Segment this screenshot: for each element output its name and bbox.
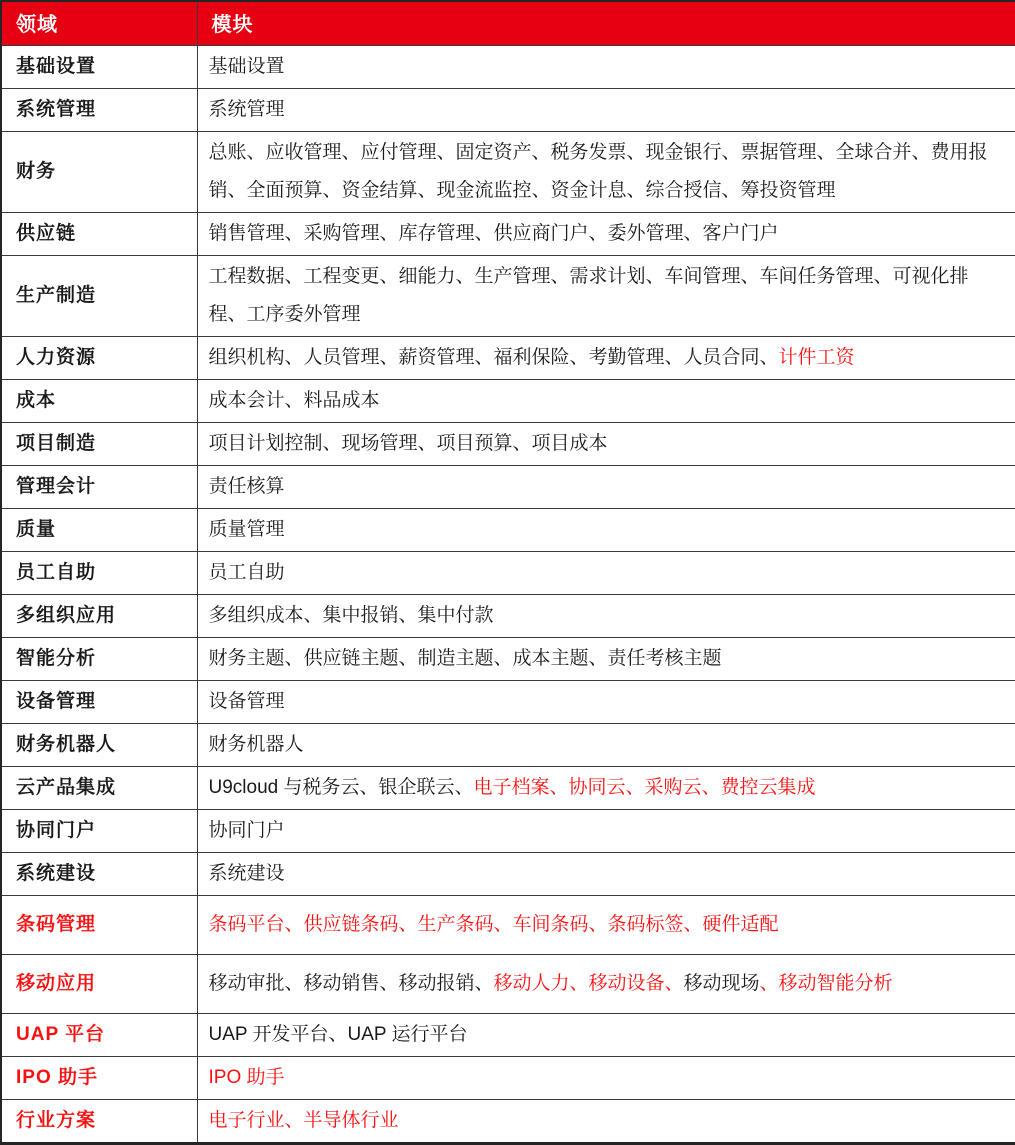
module-segment: 条码平台、供应链条码、生产条码、车间条码、条码标签、硬件适配: [208, 914, 779, 935]
domain-cell: 多组织应用: [1, 595, 197, 638]
modules-cell: [197, 896, 1015, 955]
module-segment: 责任核算: [208, 476, 285, 497]
domain-cell: 智能分析: [1, 638, 197, 681]
header-row: [1, 1, 1015, 46]
domain-cell: 行业方案: [1, 1100, 197, 1144]
domain-cell: 协同门户: [1, 810, 197, 853]
modules-cell: [197, 853, 1015, 896]
module-segment: 财务主题、供应链主题、制造主题、成本主题、责任考核主题: [208, 648, 722, 669]
modules-cell: [197, 380, 1015, 423]
module-segment: 总账、应收管理、应付管理、固定资产、税务发票、现金银行、票据管理、全球合并、费用报销、全面预算、资金结算、现金流监控、资金计息、综合授信、筹投资管理: [208, 142, 988, 201]
table-row: [1, 638, 1015, 681]
modules-cell: [197, 46, 1015, 89]
module-segment: IPO 助手: [208, 1067, 285, 1088]
domain-cell: 生产制造: [1, 256, 197, 337]
table-row: [1, 423, 1015, 466]
domain-cell: 系统管理: [1, 89, 197, 132]
table-row: [1, 1100, 1015, 1144]
modules-cell: [197, 1100, 1015, 1144]
table-row: [1, 466, 1015, 509]
module-segment: U9cloud 与税务云、银企联云、: [208, 777, 474, 798]
modules-cell: [197, 638, 1015, 681]
module-segment: 协同门户: [208, 820, 285, 841]
table-row: [1, 1014, 1015, 1057]
modules-cell: [197, 1057, 1015, 1100]
module-segment: 质量管理: [208, 519, 285, 540]
module-segment: 电子档案、协同云、采购云、费控云集成: [473, 777, 816, 798]
domain-cell: 供应链: [1, 213, 197, 256]
table-row: [1, 681, 1015, 724]
modules-cell: [197, 337, 1015, 380]
modules-cell: [197, 767, 1015, 810]
table-row: [1, 46, 1015, 89]
table-row: [1, 337, 1015, 380]
modules-cell: [197, 681, 1015, 724]
module-segment: 系统建设: [208, 863, 285, 884]
table-body: [1, 46, 1015, 1144]
domain-cell: IPO 助手: [1, 1057, 197, 1100]
domain-cell: 成本: [1, 380, 197, 423]
module-segment: 移动审批、移动销售、移动报销、: [208, 973, 494, 994]
table-row: [1, 509, 1015, 552]
modules-cell: [197, 810, 1015, 853]
domain-cell: 基础设置: [1, 46, 197, 89]
domain-cell: 财务机器人: [1, 724, 197, 767]
module-segment: 电子行业、半导体行业: [208, 1110, 399, 1131]
module-segment: 组织机构、人员管理、薪资管理、福利保险、考勤管理、人员合同、: [208, 347, 779, 368]
domain-cell: 员工自助: [1, 552, 197, 595]
module-segment: UAP 开发平台、UAP 运行平台: [208, 1024, 468, 1045]
module-segment: 员工自助: [208, 562, 285, 583]
modules-cell: [197, 423, 1015, 466]
domain-cell: 条码管理: [1, 896, 197, 955]
module-segment: 移动人力、移动设备、: [493, 973, 684, 994]
table-row: [1, 1057, 1015, 1100]
modules-cell: [197, 466, 1015, 509]
modules-cell: [197, 256, 1015, 337]
module-segment: 基础设置: [208, 56, 285, 77]
module-segment: 工程数据、工程变更、细能力、生产管理、需求计划、车间管理、车间任务管理、可视化排程、工序委外管理: [208, 266, 969, 325]
module-segment: 计件工资: [778, 347, 855, 368]
domain-cell: 人力资源: [1, 337, 197, 380]
modules-cell: [197, 509, 1015, 552]
table-row: [1, 380, 1015, 423]
table-row: [1, 213, 1015, 256]
module-segment: 销售管理、采购管理、库存管理、供应商门户、委外管理、客户门户: [208, 223, 779, 244]
modules-cell: [197, 595, 1015, 638]
modules-cell: [197, 89, 1015, 132]
table-row: [1, 810, 1015, 853]
domain-cell: 管理会计: [1, 466, 197, 509]
table-row: [1, 595, 1015, 638]
table-row: [1, 132, 1015, 213]
domain-cell: 移动应用: [1, 955, 197, 1014]
domain-cell: 云产品集成: [1, 767, 197, 810]
table-row: [1, 256, 1015, 337]
table-row: [1, 955, 1015, 1014]
module-segment: 设备管理: [208, 691, 285, 712]
module-segment: 项目计划控制、现场管理、项目预算、项目成本: [208, 433, 608, 454]
module-segment: 财务机器人: [208, 734, 304, 755]
module-segment: 移动现场: [683, 973, 760, 994]
table-row: [1, 853, 1015, 896]
modules-cell: [197, 213, 1015, 256]
header-cell-domain: 领域: [1, 1, 197, 46]
domain-cell: 质量: [1, 509, 197, 552]
domain-cell: 财务: [1, 132, 197, 213]
module-segment: 、移动智能分析: [759, 973, 893, 994]
table-row: [1, 552, 1015, 595]
modules-cell: [197, 552, 1015, 595]
domain-cell: 项目制造: [1, 423, 197, 466]
module-segment: 系统管理: [208, 99, 285, 120]
domain-cell: UAP 平台: [1, 1014, 197, 1057]
domain-cell: 设备管理: [1, 681, 197, 724]
table-row: [1, 89, 1015, 132]
module-segment: 成本会计、料品成本: [208, 390, 380, 411]
table-row: [1, 724, 1015, 767]
table-row: [1, 767, 1015, 810]
domain-cell: 系统建设: [1, 853, 197, 896]
header-cell-modules: 模块: [197, 1, 1015, 46]
table-row: [1, 896, 1015, 955]
module-segment: 多组织成本、集中报销、集中付款: [208, 605, 494, 626]
modules-cell: [197, 1014, 1015, 1057]
modules-cell: [197, 724, 1015, 767]
modules-cell: [197, 132, 1015, 213]
modules-cell: [197, 955, 1015, 1014]
